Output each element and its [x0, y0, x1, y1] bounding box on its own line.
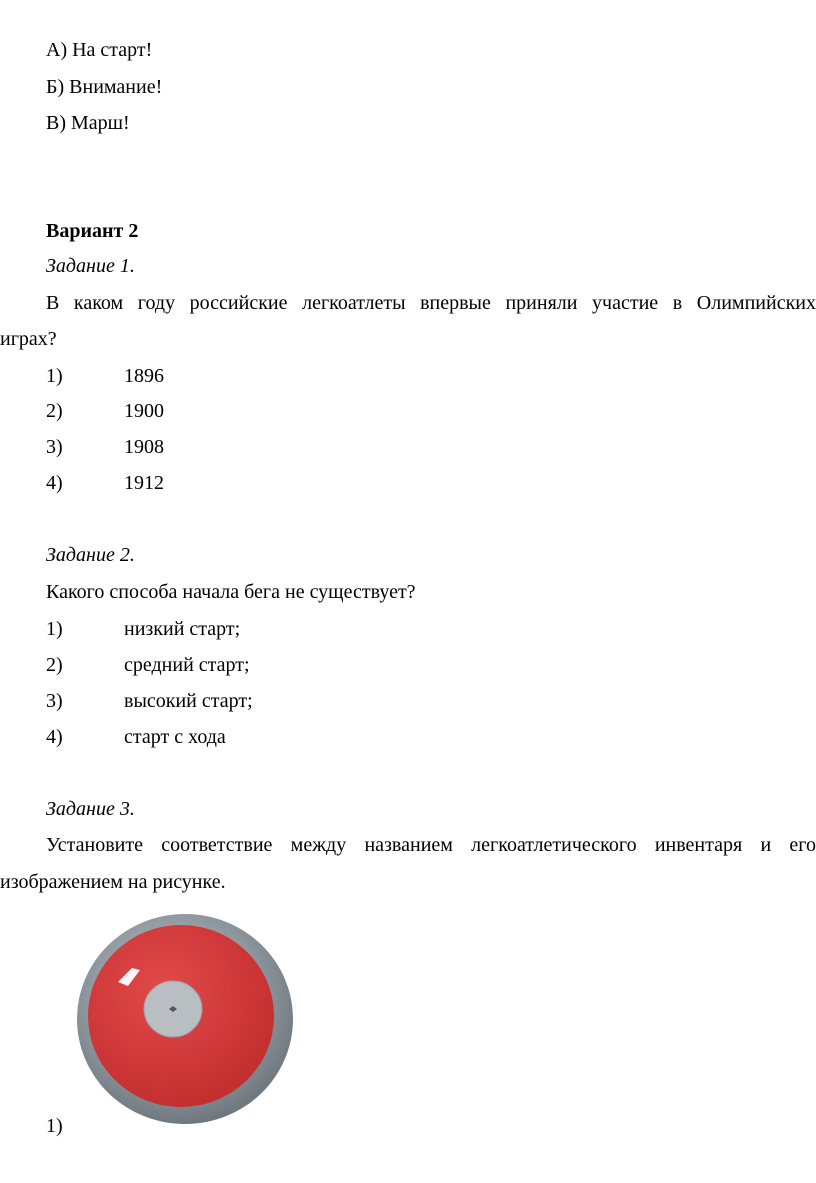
option-number: 3) [46, 436, 63, 458]
task2-question: Какого способа начала бега не существует? [46, 581, 416, 603]
option-c: В) Марш! [46, 112, 130, 134]
task2-option [46, 617, 240, 641]
task2-heading: Задание 2. [46, 544, 135, 566]
option-number: 4) [46, 726, 63, 748]
option-text: средний старт; [124, 654, 250, 676]
option-text: 1908 [124, 436, 164, 458]
option-number: 4) [46, 472, 63, 494]
task1-option [46, 435, 164, 459]
option-number: 3) [46, 690, 63, 712]
task2-option [46, 725, 226, 749]
task2-option [46, 653, 250, 677]
task1-option [46, 364, 164, 388]
option-text: 1900 [124, 400, 164, 422]
task1-question: В каком году российские легкоатлеты впервые приняли участие в Олимпийских [46, 292, 816, 314]
option-text: 1912 [124, 472, 164, 494]
option-b: Б) Внимание! [46, 76, 163, 98]
option-number: 1) [46, 365, 63, 387]
option-a: А) На старт! [46, 39, 153, 61]
task1-option [46, 471, 164, 495]
task1-heading: Задание 1. [46, 255, 135, 277]
task3-heading: Задание 3. [46, 798, 135, 820]
task2-option [46, 689, 253, 713]
variant-title: Вариант 2 [46, 220, 139, 242]
option-text: низкий старт; [124, 618, 241, 640]
task3-question-cont: изображением на рисунке. [0, 871, 226, 893]
option-number: 1) [46, 618, 63, 640]
option-text: старт с хода [124, 726, 226, 748]
task1-option [46, 399, 164, 423]
option-number: 2) [46, 654, 63, 676]
option-text: высокий старт; [124, 690, 253, 712]
option-text: 1896 [124, 365, 164, 387]
task3-question: Установите соответствие между названием легкоатлетического инвентаря и его [46, 834, 816, 856]
image-label: 1) [46, 1115, 63, 1137]
option-number: 2) [46, 400, 63, 422]
discus-image [76, 912, 294, 1126]
task1-question-cont: играх? [0, 328, 57, 350]
